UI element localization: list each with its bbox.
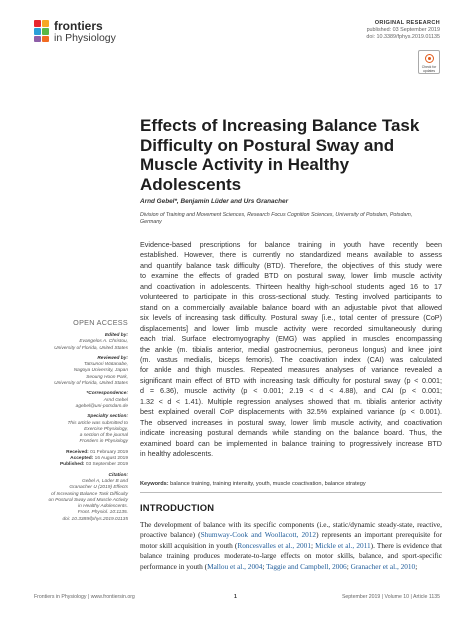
logo-word-frontiers: frontiers bbox=[54, 19, 103, 33]
article-meta bbox=[280, 20, 440, 41]
crossmark-icon bbox=[425, 54, 434, 63]
check-for-updates-badge[interactable] bbox=[418, 50, 440, 74]
keywords bbox=[140, 481, 442, 487]
journal-logo bbox=[34, 20, 134, 50]
editor-line: University of Florida, United States bbox=[54, 345, 128, 351]
published-label: Published: bbox=[59, 462, 85, 468]
citation-line: Gebel A, Lüder B and bbox=[82, 478, 128, 484]
citation-link[interactable]: Granacher et al., 2010 bbox=[350, 561, 416, 571]
accepted-label: Accepted: bbox=[70, 456, 94, 462]
received-date: 01 February 2019 bbox=[90, 449, 128, 455]
citation-link[interactable]: Taggie and Campbell, 2006 bbox=[266, 561, 347, 571]
section-divider bbox=[140, 492, 442, 493]
section-line: This article was submitted to bbox=[67, 420, 128, 426]
intro-text: ). There is evidence that balance training produces moderate-to-large effects on motor skills, balance, and sport-specific performance in youth ( bbox=[140, 540, 443, 571]
author-list: Arnd Gebel*, Benjamin Lüder and Urs Granacher bbox=[140, 198, 289, 205]
abstract-line: and quantify balance task difficulty (BTD). Therefore, the objectives of this study were bbox=[140, 260, 442, 270]
correspondence-label: *Correspondence: bbox=[86, 391, 128, 397]
abstract-line: Evidence-based prescriptions for balance training in youth have recently been bbox=[140, 240, 442, 249]
keywords-text: balance training, training intensity, youth, muscle coactivation, balance strategy bbox=[170, 481, 366, 487]
reviewer-line: Seoung Hoon Park, bbox=[86, 374, 128, 380]
open-access-label: OPEN ACCESS bbox=[73, 318, 128, 327]
abstract-line: to examine the effects of graded BTD on postural sway, lower limb muscle activity bbox=[140, 271, 442, 281]
abstract-line: The observed increases in postural sway, lower limb muscle activity, and coactivation bbox=[140, 417, 442, 427]
abstract-line: each trial. Surface electromyography (EMG) was applied in muscles encompassing bbox=[140, 334, 442, 344]
intro-text: ; bbox=[262, 561, 267, 571]
citation-link[interactable]: Shumway-Cook and Woollacott, 2012 bbox=[200, 530, 317, 540]
update-badge-line1: Check for bbox=[421, 65, 437, 69]
section-line: Exercise Physiology, bbox=[84, 426, 128, 432]
affiliation-line: Division of Training and Movement Sciences, Research Focus Cognition Sciences, University of Potsdam, Potsdam, bbox=[140, 212, 413, 218]
citation-link[interactable]: Roncesvalles et al., 2001 bbox=[237, 540, 311, 550]
published-date: published: 03 September 2019 bbox=[366, 27, 440, 33]
intro-paragraph bbox=[140, 520, 442, 572]
intro-heading: INTRODUCTION bbox=[140, 502, 215, 513]
intro-text: ; bbox=[415, 561, 418, 571]
published-date-side: 03 September 2019 bbox=[85, 462, 128, 468]
title-line: Effects of Increasing Balance Task bbox=[140, 116, 420, 135]
abstract-line: in healthy adolescents. bbox=[140, 449, 214, 459]
abstract-line: significant main effect of BTD with increasing task difficulty for postural sway (p < 0.001; bbox=[140, 375, 442, 385]
citation-line: in Healthy Adolescents. bbox=[78, 504, 128, 510]
citation-line: of Increasing Balance Task Difficulty bbox=[51, 491, 128, 497]
logo-word-journal: in Physiology bbox=[54, 32, 116, 44]
title-line: Muscle Activity in Healthy bbox=[140, 155, 350, 174]
intro-text: ) represents an important prerequisite for motor skill acquisition in youth ( bbox=[140, 530, 443, 550]
abstract-line: d = 6.36), muscle activity (p < 0.001; 2.19 < d < 4.88), and CAI (p < 0.001; bbox=[140, 386, 442, 396]
citation-link[interactable]: Mallou et al., 2004 bbox=[207, 561, 263, 571]
title-line: Difficulty on Postural Sway and bbox=[140, 135, 395, 155]
doi-link[interactable]: doi: 10.3389/fphys.2019.01135 bbox=[366, 34, 440, 40]
citation-line: Granacher U (2019) Effects bbox=[69, 485, 128, 491]
edited-by-label: Edited by: bbox=[104, 333, 128, 338]
abstract-line: indicate increasing postural demands while standing on the balance board. Thus, the bbox=[140, 428, 442, 438]
intro-text: ; bbox=[310, 540, 316, 550]
correspondence-email[interactable]: agebel@uni-potsdam.de bbox=[75, 403, 128, 409]
abstract-line: and coactivation in adolescents. Thirteen healthy high-school students aged 16 to 17 bbox=[140, 281, 442, 291]
article-type: ORIGINAL RESEARCH bbox=[374, 20, 440, 26]
correspondence-name: Arnd Gebel bbox=[103, 397, 128, 403]
reviewed-by-label: Reviewed by: bbox=[97, 355, 128, 361]
editor-line: Evangelos A. Christou, bbox=[79, 339, 128, 345]
citation-line: on Postural Sway and Muscle Activity bbox=[48, 497, 128, 503]
title-line: Adolescents bbox=[140, 174, 242, 194]
abstract-line: for ankle and thigh muscles. Repeated measures analyses of variance revealed a bbox=[140, 365, 442, 375]
reviewer-line: Nagoya University, Japan bbox=[73, 368, 128, 374]
intro-text: ; bbox=[346, 561, 351, 571]
specialty-section-label: Specialty section: bbox=[87, 414, 128, 420]
affiliation-line: Germany bbox=[140, 219, 162, 226]
citation-label: Citation: bbox=[108, 472, 128, 478]
footer-volume: September 2019 | Volume 10 | Article 1135 bbox=[341, 594, 440, 600]
section-line: Frontiers in Physiology bbox=[79, 439, 128, 445]
citation-line: Front. Physiol. 10:1135. bbox=[77, 510, 128, 516]
abstract-line: the ankle (m. tibialis anterior, medial gastrocnemius, peroneus longus) and knee joint bbox=[140, 344, 442, 354]
article-title bbox=[140, 116, 440, 194]
abstract bbox=[140, 240, 442, 460]
page-number: 1 bbox=[234, 594, 237, 600]
abstract-line: volunteered to participate in this cross-sectional study. Testing involved participants to bbox=[140, 292, 442, 302]
citation-line[interactable]: doi: 10.3389/fphys.2019.01135 bbox=[62, 516, 128, 522]
article-info-sidebar bbox=[34, 333, 128, 523]
footer-journal[interactable]: Frontiers in Physiology | www.frontiersin.org bbox=[34, 594, 135, 600]
abstract-line: established. However, there is currently no standardized means available to assess bbox=[140, 250, 442, 260]
received-label: Received: bbox=[66, 449, 89, 455]
abstract-line: best explained overall CoP displacements with 32.5% explained variance (p < 0.001). bbox=[140, 407, 442, 417]
citation-link[interactable]: Mickle et al., 2011 bbox=[315, 540, 371, 550]
affiliation bbox=[140, 212, 440, 226]
abstract-line: 1.32 < d < 1.41). Multiple regression analyses showed that m. tibialis anterior activity bbox=[140, 396, 442, 406]
update-badge-line2: updates bbox=[422, 69, 436, 73]
abstract-line: displacements] and lower limb muscle activity were recorded simultaneously during bbox=[140, 323, 442, 333]
accepted-date: 16 August 2019 bbox=[94, 456, 128, 462]
abstract-line: stand on a commercially available balance board with an adjustable pivot that allowed bbox=[140, 302, 442, 312]
abstract-line: examined board can be implemented in balance training to progressively increase BTD bbox=[140, 438, 442, 448]
keywords-label: Keywords: bbox=[140, 481, 169, 487]
frontiers-logo-icon bbox=[34, 20, 50, 42]
reviewer-line: University of Florida, United States bbox=[54, 381, 128, 387]
page-footer bbox=[34, 594, 440, 602]
intro-text: The development of balance with its specific components (i.e., static/dynamic steady-state, reactive, proactive balance) ( bbox=[140, 520, 442, 540]
abstract-line: (m. vastus medialis, biceps femoris). The coactivation index (CAI) was calculated bbox=[140, 354, 442, 364]
reviewer-line: Tatsunori Watanabe, bbox=[83, 362, 128, 368]
abstract-line: six levels of increasing task difficulty. Postural sway [i.e., total center of pressure (CoP) bbox=[140, 313, 442, 323]
section-line: a section of the journal bbox=[79, 433, 128, 439]
